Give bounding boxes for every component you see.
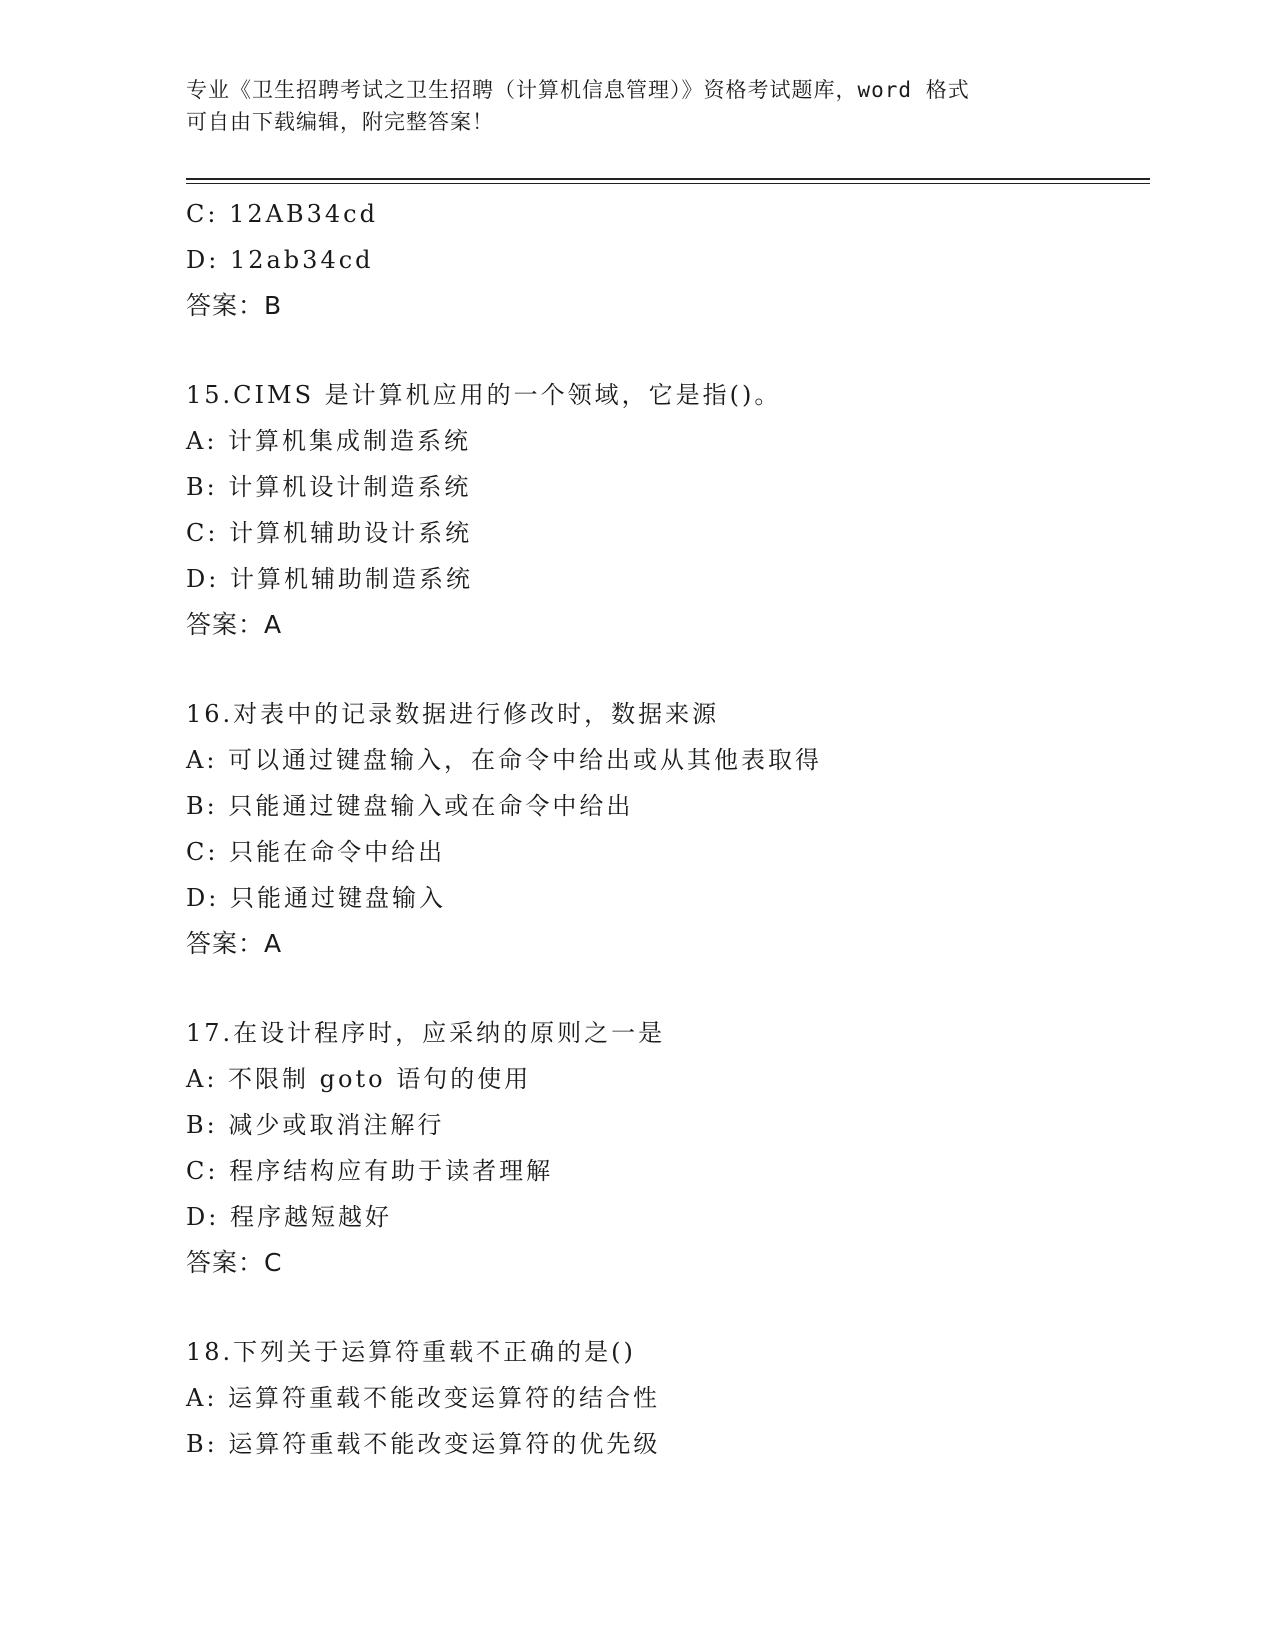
option-b: B: 只能通过键盘输入或在命令中给出 (186, 792, 634, 820)
question-block-17 (186, 1010, 1146, 1286)
option-a: A: 运算符重载不能改变运算符的结合性 (186, 1384, 661, 1412)
option-a: A: 计算机集成制造系统 (186, 427, 472, 455)
option-d: D: 12ab34cd (186, 246, 374, 274)
header-divider (186, 178, 1150, 184)
question-spacer (186, 329, 1146, 372)
question-stem: 16.对表中的记录数据进行修改时，数据来源 (186, 700, 720, 728)
question-spacer (186, 648, 1146, 691)
question-block-18 (186, 1329, 1146, 1467)
option-d: D: 只能通过键盘输入 (186, 884, 446, 912)
option-c: C: 只能在命令中给出 (186, 838, 446, 866)
answer-line: 答案：B (186, 291, 283, 320)
question-block-14 (186, 191, 1146, 329)
option-a: A: 可以通过键盘输入，在命令中给出或从其他表取得 (186, 746, 823, 774)
question-stem: 18.下列关于运算符重载不正确的是() (186, 1338, 636, 1366)
question-block-15 (186, 372, 1146, 648)
option-c: C: 计算机辅助设计系统 (186, 519, 473, 547)
option-b: B: 减少或取消注解行 (186, 1111, 445, 1139)
option-c: C: 程序结构应有助于读者理解 (186, 1157, 554, 1185)
option-b: B: 运算符重载不能改变运算符的优先级 (186, 1430, 661, 1458)
question-stem: 15.CIMS 是计算机应用的一个领域，它是指()。 (186, 381, 782, 409)
document-header (186, 74, 1086, 138)
question-spacer (186, 967, 1146, 1010)
question-block-16 (186, 691, 1146, 967)
question-stem: 17.在设计程序时，应采纳的原则之一是 (186, 1019, 666, 1047)
option-c: C: 12AB34cd (186, 200, 378, 228)
header-line-2: 可自由下载编辑，附完整答案！ (186, 110, 494, 134)
answer-line: 答案：A (186, 929, 283, 958)
answer-line: 答案：A (186, 610, 283, 639)
option-a: A: 不限制 goto 语句的使用 (186, 1065, 532, 1093)
question-spacer (186, 1286, 1146, 1329)
option-d: D: 计算机辅助制造系统 (186, 565, 473, 593)
question-list (186, 191, 1146, 1467)
option-b: B: 计算机设计制造系统 (186, 473, 472, 501)
answer-line: 答案：C (186, 1248, 283, 1277)
option-d: D: 程序越短越好 (186, 1203, 392, 1231)
header-line-1: 专业《卫生招聘考试之卫生招聘（计算机信息管理）》资格考试题库，word 格式 (186, 78, 970, 102)
